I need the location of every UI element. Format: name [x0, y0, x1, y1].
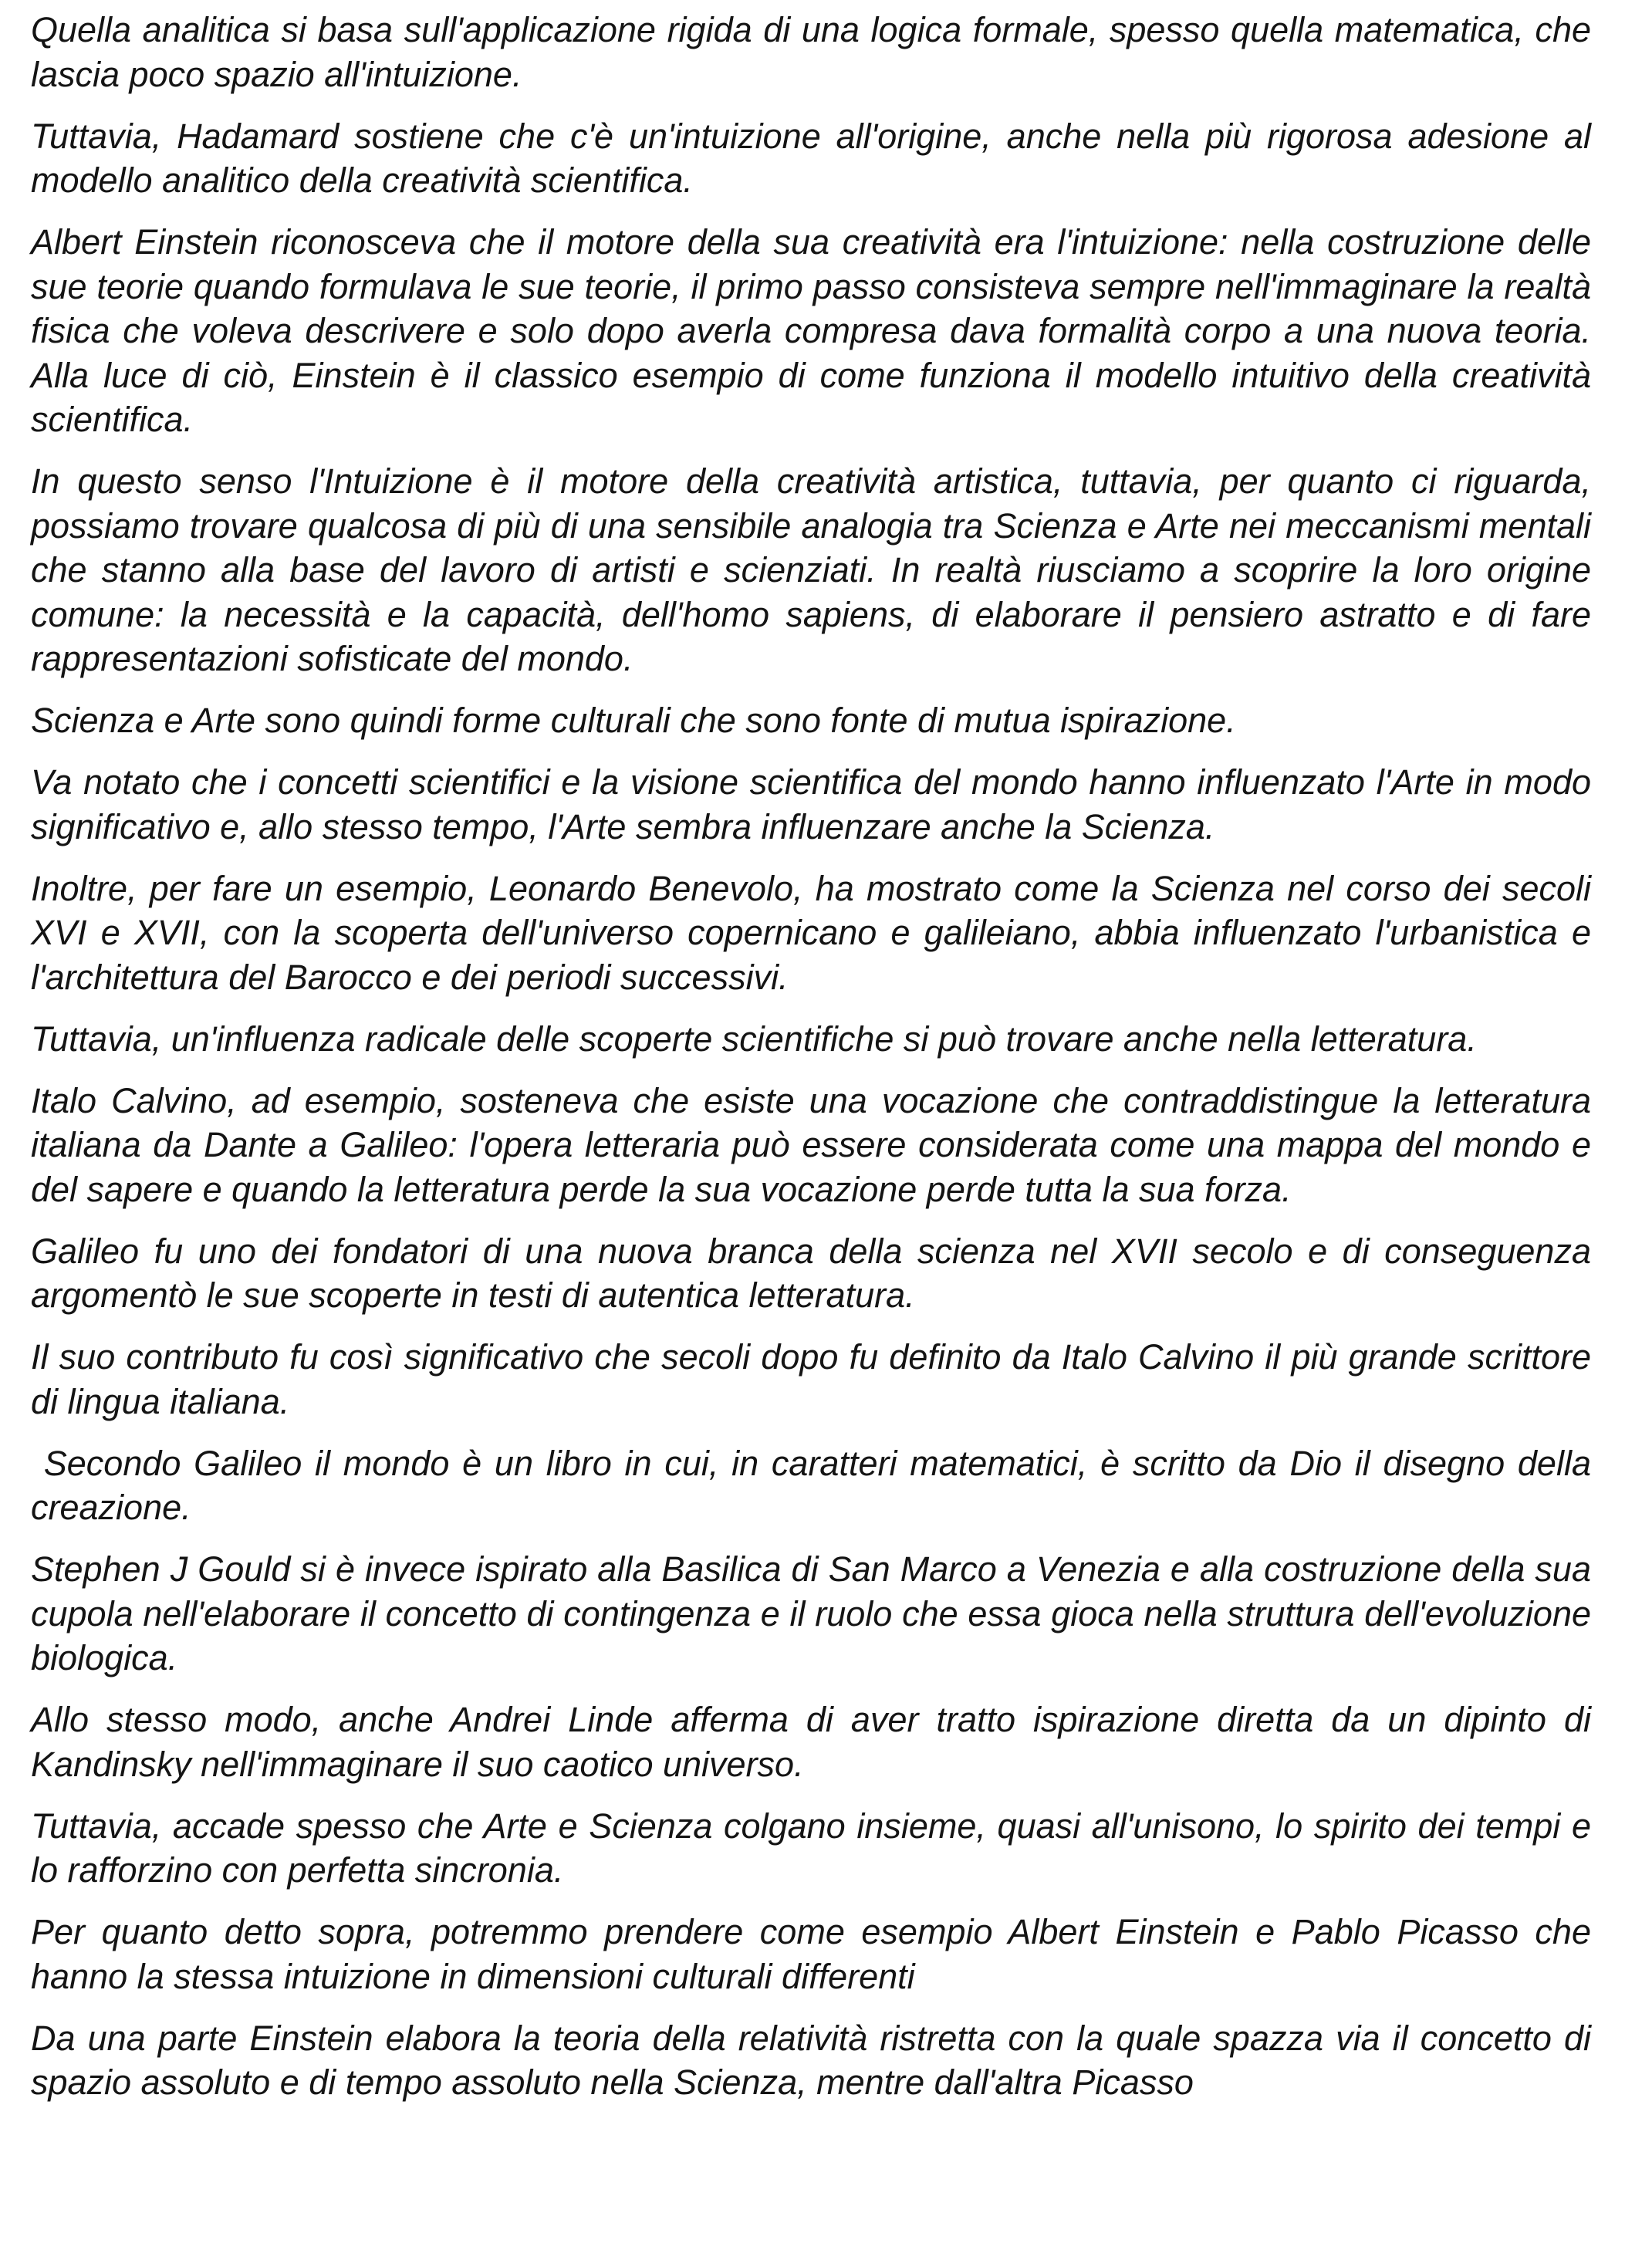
paragraph-10: Galileo fu uno dei fondatori di una nuova branca della scienza nel XVII secolo e di conseguenza argomentò le sue scoperte in testi di autentica letteratura. — [31, 1231, 1591, 1315]
paragraph-11: Il suo contributo fu così significativo che secoli dopo fu definito da Italo Calvino il più grande scrittore di lingua italiana. — [31, 1337, 1591, 1421]
paragraph-12: Secondo Galileo il mondo è un libro in cui, in caratteri matematici, è scritto da Dio il disegno della creazione. — [31, 1443, 1601, 1527]
paragraph-14: Allo stesso modo, anche Andrei Linde afferma di aver tratto ispirazione diretta da un dipinto di Kandinsky nell'immaginare il suo caotico universo. — [31, 1700, 1591, 1784]
paragraph-13: Stephen J Gould si è invece ispirato alla Basilica di San Marco a Venezia e alla costruzione della sua cupola nell'elaborare il concetto di contingenza e il ruolo che essa gioca nella struttura dell'evoluzione biologica. — [31, 1549, 1591, 1677]
paragraph-2: Tuttavia, Hadamard sostiene che c'è un'intuizione all'origine, anche nella più rigorosa adesione al modello analitico della creatività scientifica. — [31, 116, 1591, 200]
paragraph-17: Da una parte Einstein elabora la teoria della relatività ristretta con la quale spazza via il concetto di spazio assoluto e di tempo assoluto nella Scienza, mentre dall'altra Picasso — [31, 2018, 1591, 2102]
paragraph-1: Quella analitica si basa sull'applicazione rigida di una logica formale, spesso quella matematica, che lascia poco spazio all'intuizione. — [31, 10, 1591, 94]
paragraph-7: Inoltre, per fare un esempio, Leonardo Benevolo, ha mostrato come la Scienza nel corso dei secoli XVI e XVII, con la scoperta dell'universo copernicano e galileiano, abbia influenzato l'urbanistica e l'architettura del Barocco e dei periodi successivi. — [31, 868, 1591, 997]
paragraph-8: Tuttavia, un'influenza radicale delle scoperte scientifiche si può trovare anche nella letteratura. — [31, 1019, 1477, 1059]
document-body — [31, 8, 1601, 2122]
paragraph-4: In questo senso l'Intuizione è il motore della creatività artistica, tuttavia, per quanto ci riguarda, possiamo trovare qualcosa di più di una sensibile analogia tra Scienza e Arte nei meccanismi mentali che stanno alla base del lavoro di artisti e scienziati. In realtà riusciamo a scoprire la loro origine comune: la necessità e la capacità, dell'homo sapiens, di elaborare il pensiero astratto e di fare rappresentazioni sofisticate del mondo. — [31, 461, 1591, 678]
paragraph-16: Per quanto detto sopra, potremmo prendere come esempio Albert Einstein e Pablo Picasso che hanno la stessa intuizione in dimensioni culturali differenti — [31, 1912, 1591, 1996]
paragraph-5: Scienza e Arte sono quindi forme culturali che sono fonte di mutua ispirazione. — [31, 701, 1236, 740]
paragraph-3: Albert Einstein riconosceva che il motore della sua creatività era l'intuizione: nella costruzione delle sue teorie quando formulava le sue teorie, il primo passo consisteva sempre nell'immaginare la realtà fisica che voleva descrivere e solo dopo averla compresa dava formalità corpo a una nuova teoria. Alla luce di ciò, Einstein è il classico esempio di come funziona il modello intuitivo della creatività scientifica. — [31, 222, 1591, 439]
paragraph-15: Tuttavia, accade spesso che Arte e Scienza colgano insieme, quasi all'unisono, lo spirito dei tempi e lo rafforzino con perfetta sincronia. — [31, 1806, 1591, 1890]
paragraph-6: Va notato che i concetti scientifici e la visione scientifica del mondo hanno influenzato l'Arte in modo significativo e, allo stesso tempo, l'Arte sembra influenzare anche la Scienza. — [31, 762, 1591, 846]
paragraph-9: Italo Calvino, ad esempio, sosteneva che esiste una vocazione che contraddistingue la letteratura italiana da Dante a Galileo: l'opera letteraria può essere considerata come una mappa del mondo e del sapere e quando la letteratura perde la sua vocazione perde tutta la sua forza. — [31, 1080, 1591, 1209]
